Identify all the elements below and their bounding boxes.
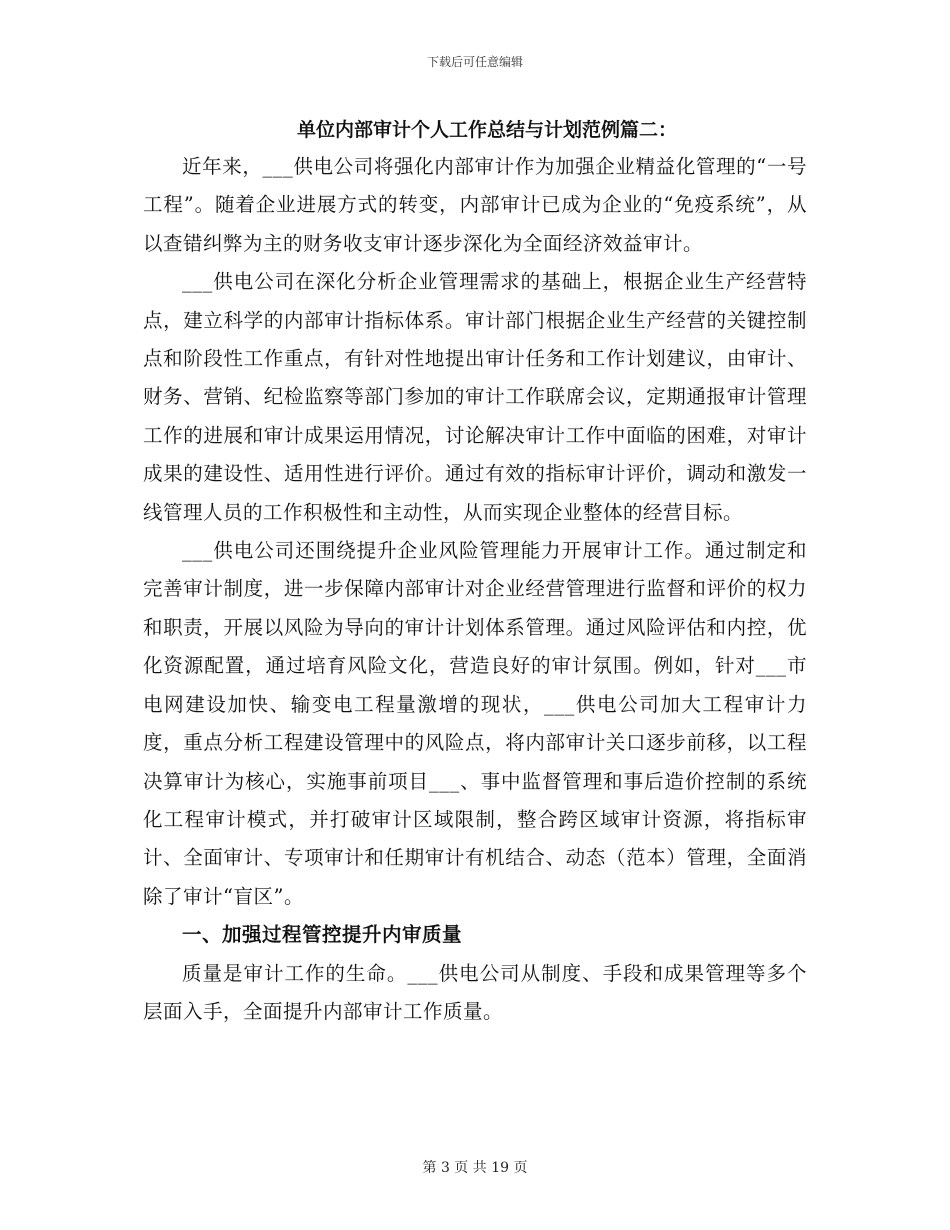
document-body [143,112,807,1031]
paragraph: 近年来，___供电公司将强化内部审计作为加强企业精益化管理的“一号工程”。随着企业进展方式的转变，内部审计已成为企业的“免疫系统”，从以查错纠弊为主的财务收支审计逐步深化为全面经济效益审计。 [143,155,807,255]
document-title: 单位内部审计个人工作总结与计划范例篇二： [296,119,677,141]
section-heading: 一、加强过程管控提升内审质量 [182,923,463,947]
paragraph: ___供电公司在深化分析企业管理需求的基础上，根据企业生产经营特点，建立科学的内部审计指标体系。审计部门根据企业生产经营的关键控制点和阶段性工作重点，有针对性地提出审计任务和工作计划建议，由审计、财务、营销、纪检监察等部门参加的审计工作联席会议，定期通报审计管理工作的进展和审计成果运用情况，讨论解决审计工作中面临的困难，对审计成果的建设性、适用性进行评价。通过有效的指标审计评价，调动和激发一线管理人员的工作积极性和主动性，从而实现企业整体的经营目标。 [143,270,807,524]
paragraph: 质量是审计工作的生命。___供电公司从制度、手段和成果管理等多个层面入手，全面提升内部审计工作质量。 [143,961,807,1023]
page-number: 第 3 页 共 19 页 [422,1160,528,1176]
header-note: 下载后可任意编辑 [426,55,523,69]
paragraph: ___供电公司还围绕提升企业风险管理能力开展审计工作。通过制定和完善审计制度，进一步保障内部审计对企业经营管理进行监督和评价的权力和职责，开展以风险为导向的审计计划体系管理。通过风险评估和内控，优化资源配置，通过培育风险文化，营造良好的审计氛围。例如，针对___市电网建设加快、输变电工程量激增的现状，___供电公司加大工程审计力度，重点分析工程建设管理中的风险点，将内部审计关口逐步前移，以工程决算审计为核心，实施事前项目___、事中监督管理和事后造价控制的系统化工程审计模式，并打破审计区域限制，整合跨区域审计资源，将指标审计、全面审计、专项审计和任期审计有机结合、动态（范本）管理，全面消除了审计“盲区”。 [143,539,807,908]
